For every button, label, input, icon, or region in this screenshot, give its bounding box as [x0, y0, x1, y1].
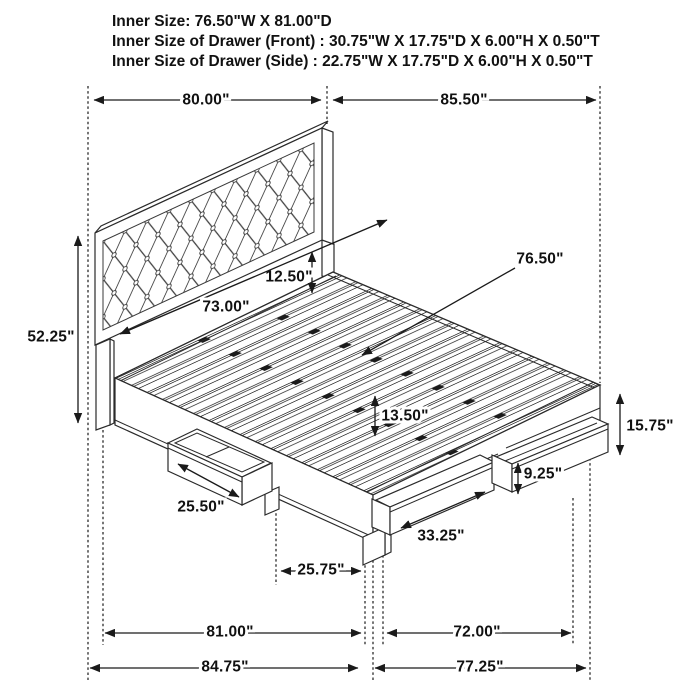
title-inner-size: Inner Size: 76.50"W X 81.00"D — [112, 13, 332, 30]
dim-label-12-50: 12.50" — [265, 268, 313, 286]
dim-label-9-25: 9.25" — [523, 465, 563, 483]
bed-drawing — [95, 121, 608, 565]
dim-label-76-50: 76.50" — [516, 250, 564, 268]
dim-label-80: 80.00" — [182, 91, 230, 109]
dim-label-81: 81.00" — [206, 623, 254, 641]
dimension-frame-overall-length — [333, 92, 596, 109]
headboard-side-edge — [322, 128, 333, 244]
dim-label-13-50: 13.50" — [381, 407, 429, 425]
dimension-frame-inner-length — [387, 624, 571, 641]
headboard-left-leg — [96, 339, 110, 430]
dimension-headboard-height — [27, 236, 78, 423]
dim-label-33-25: 33.25" — [417, 527, 465, 545]
dimension-frame-outer-length — [375, 659, 586, 676]
dim-label-15-75: 15.75" — [626, 417, 674, 435]
dimension-rail-assembly-height — [620, 394, 674, 455]
title-drawer-side: Inner Size of Drawer (Side) : 22.75"W X 17.75"D X 6.00"H X 0.50"T — [112, 53, 593, 70]
dimension-headboard-overall-width — [94, 92, 321, 109]
dim-label-72: 72.00" — [453, 623, 501, 641]
dim-label-25-75: 25.75" — [297, 561, 345, 579]
title-block — [112, 13, 600, 70]
dimension-frame-inner-width — [105, 624, 361, 641]
dim-label-25-50: 25.50" — [177, 498, 225, 516]
dim-label-77-25: 77.25" — [456, 658, 504, 676]
title-drawer-front: Inner Size of Drawer (Front) : 30.75"W X 17.75"D X 6.00"H X 0.50"T — [112, 33, 600, 50]
dim-label-84-75: 84.75" — [201, 658, 249, 676]
dimension-leg-offset — [281, 562, 361, 579]
dimension-frame-outer-width — [90, 659, 358, 676]
dim-label-73: 73.00" — [202, 298, 250, 316]
dim-label-52-25: 52.25" — [27, 328, 75, 346]
dim-label-85-50: 85.50" — [440, 91, 488, 109]
dimension-front-drawer-height — [518, 463, 562, 494]
